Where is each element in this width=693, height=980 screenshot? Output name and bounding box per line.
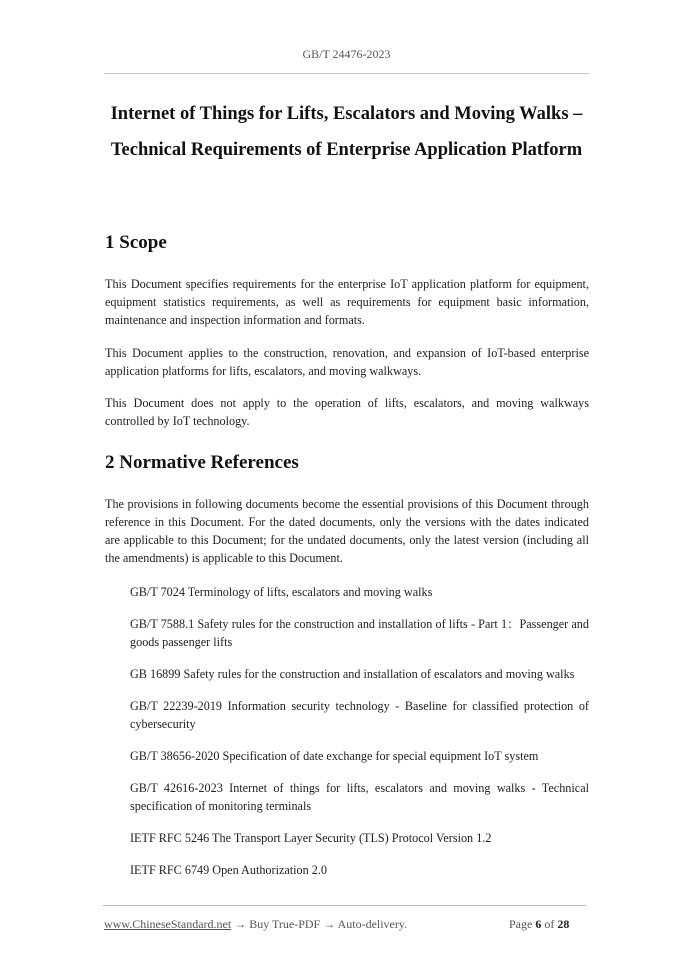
reference-item: GB 16899 Safety rules for the construction and installation of escalators and moving walks: [130, 667, 575, 681]
current-page-number: 6: [535, 917, 542, 931]
scope-paragraph-1: This Document specifies requirements for the enterprise IoT application platform for equipment, equipment statistics requirements, as well as requirements for equipment basic information, maintenance and inspection information and formats.: [105, 277, 589, 327]
header-divider: [104, 73, 589, 74]
section-heading-scope: 1 Scope: [105, 232, 167, 253]
footer-promo: [104, 917, 407, 932]
reference-item: GB/T 7588.1 Safety rules for the construction and installation of lifts - Part 1：Passenger and goods passenger lifts: [130, 617, 589, 649]
document-code-header: GB/T 24476-2023: [302, 47, 391, 61]
scope-paragraph-3: This Document does not apply to the operation of lifts, escalators, and moving walkways controlled by IoT technology.: [105, 396, 589, 428]
reference-item: IETF RFC 5246 The Transport Layer Security (TLS) Protocol Version 1.2: [130, 831, 492, 845]
reference-item: IETF RFC 6749 Open Authorization 2.0: [130, 863, 328, 877]
section-heading-normative-references: 2 Normative References: [105, 452, 299, 473]
page-indicator: [509, 917, 569, 932]
page-of-label: of: [544, 917, 555, 931]
promo-text: → Buy True-PDF → Auto-delivery.: [231, 917, 408, 931]
scope-paragraph-2: This Document applies to the construction, renovation, and expansion of IoT-based enterprise application platforms for lifts, escalators, and moving walkways.: [105, 346, 589, 378]
reference-item: GB/T 38656-2020 Specification of date exchange for special equipment IoT system: [130, 749, 539, 763]
reference-item: GB/T 42616-2023 Internet of things for lifts, escalators and moving walks - Technical specification of monitoring terminals: [130, 781, 589, 813]
reference-item: GB/T 22239-2019 Information security technology - Baseline for classified protection of cybersecurity: [130, 699, 589, 731]
reference-item: GB/T 7024 Terminology of lifts, escalators and moving walks: [130, 585, 433, 599]
document-title-line-1: Internet of Things for Lifts, Escalators and Moving Walks –: [110, 104, 583, 124]
total-page-count: 28: [557, 917, 570, 931]
footer-divider: [103, 905, 586, 906]
website-link[interactable]: www.ChineseStandard.net: [104, 917, 232, 931]
document-title-line-2: Technical Requirements of Enterprise Application Platform: [110, 140, 583, 160]
page-label: Page: [509, 917, 533, 931]
normative-references-intro: The provisions in following documents become the essential provisions of this Document through reference in this Document. For the dated documents, only the versions with the dates indicated are applicable to this Document; for the undated documents, only the latest version (including all the amendments) is applicable to this Document.: [105, 497, 589, 565]
